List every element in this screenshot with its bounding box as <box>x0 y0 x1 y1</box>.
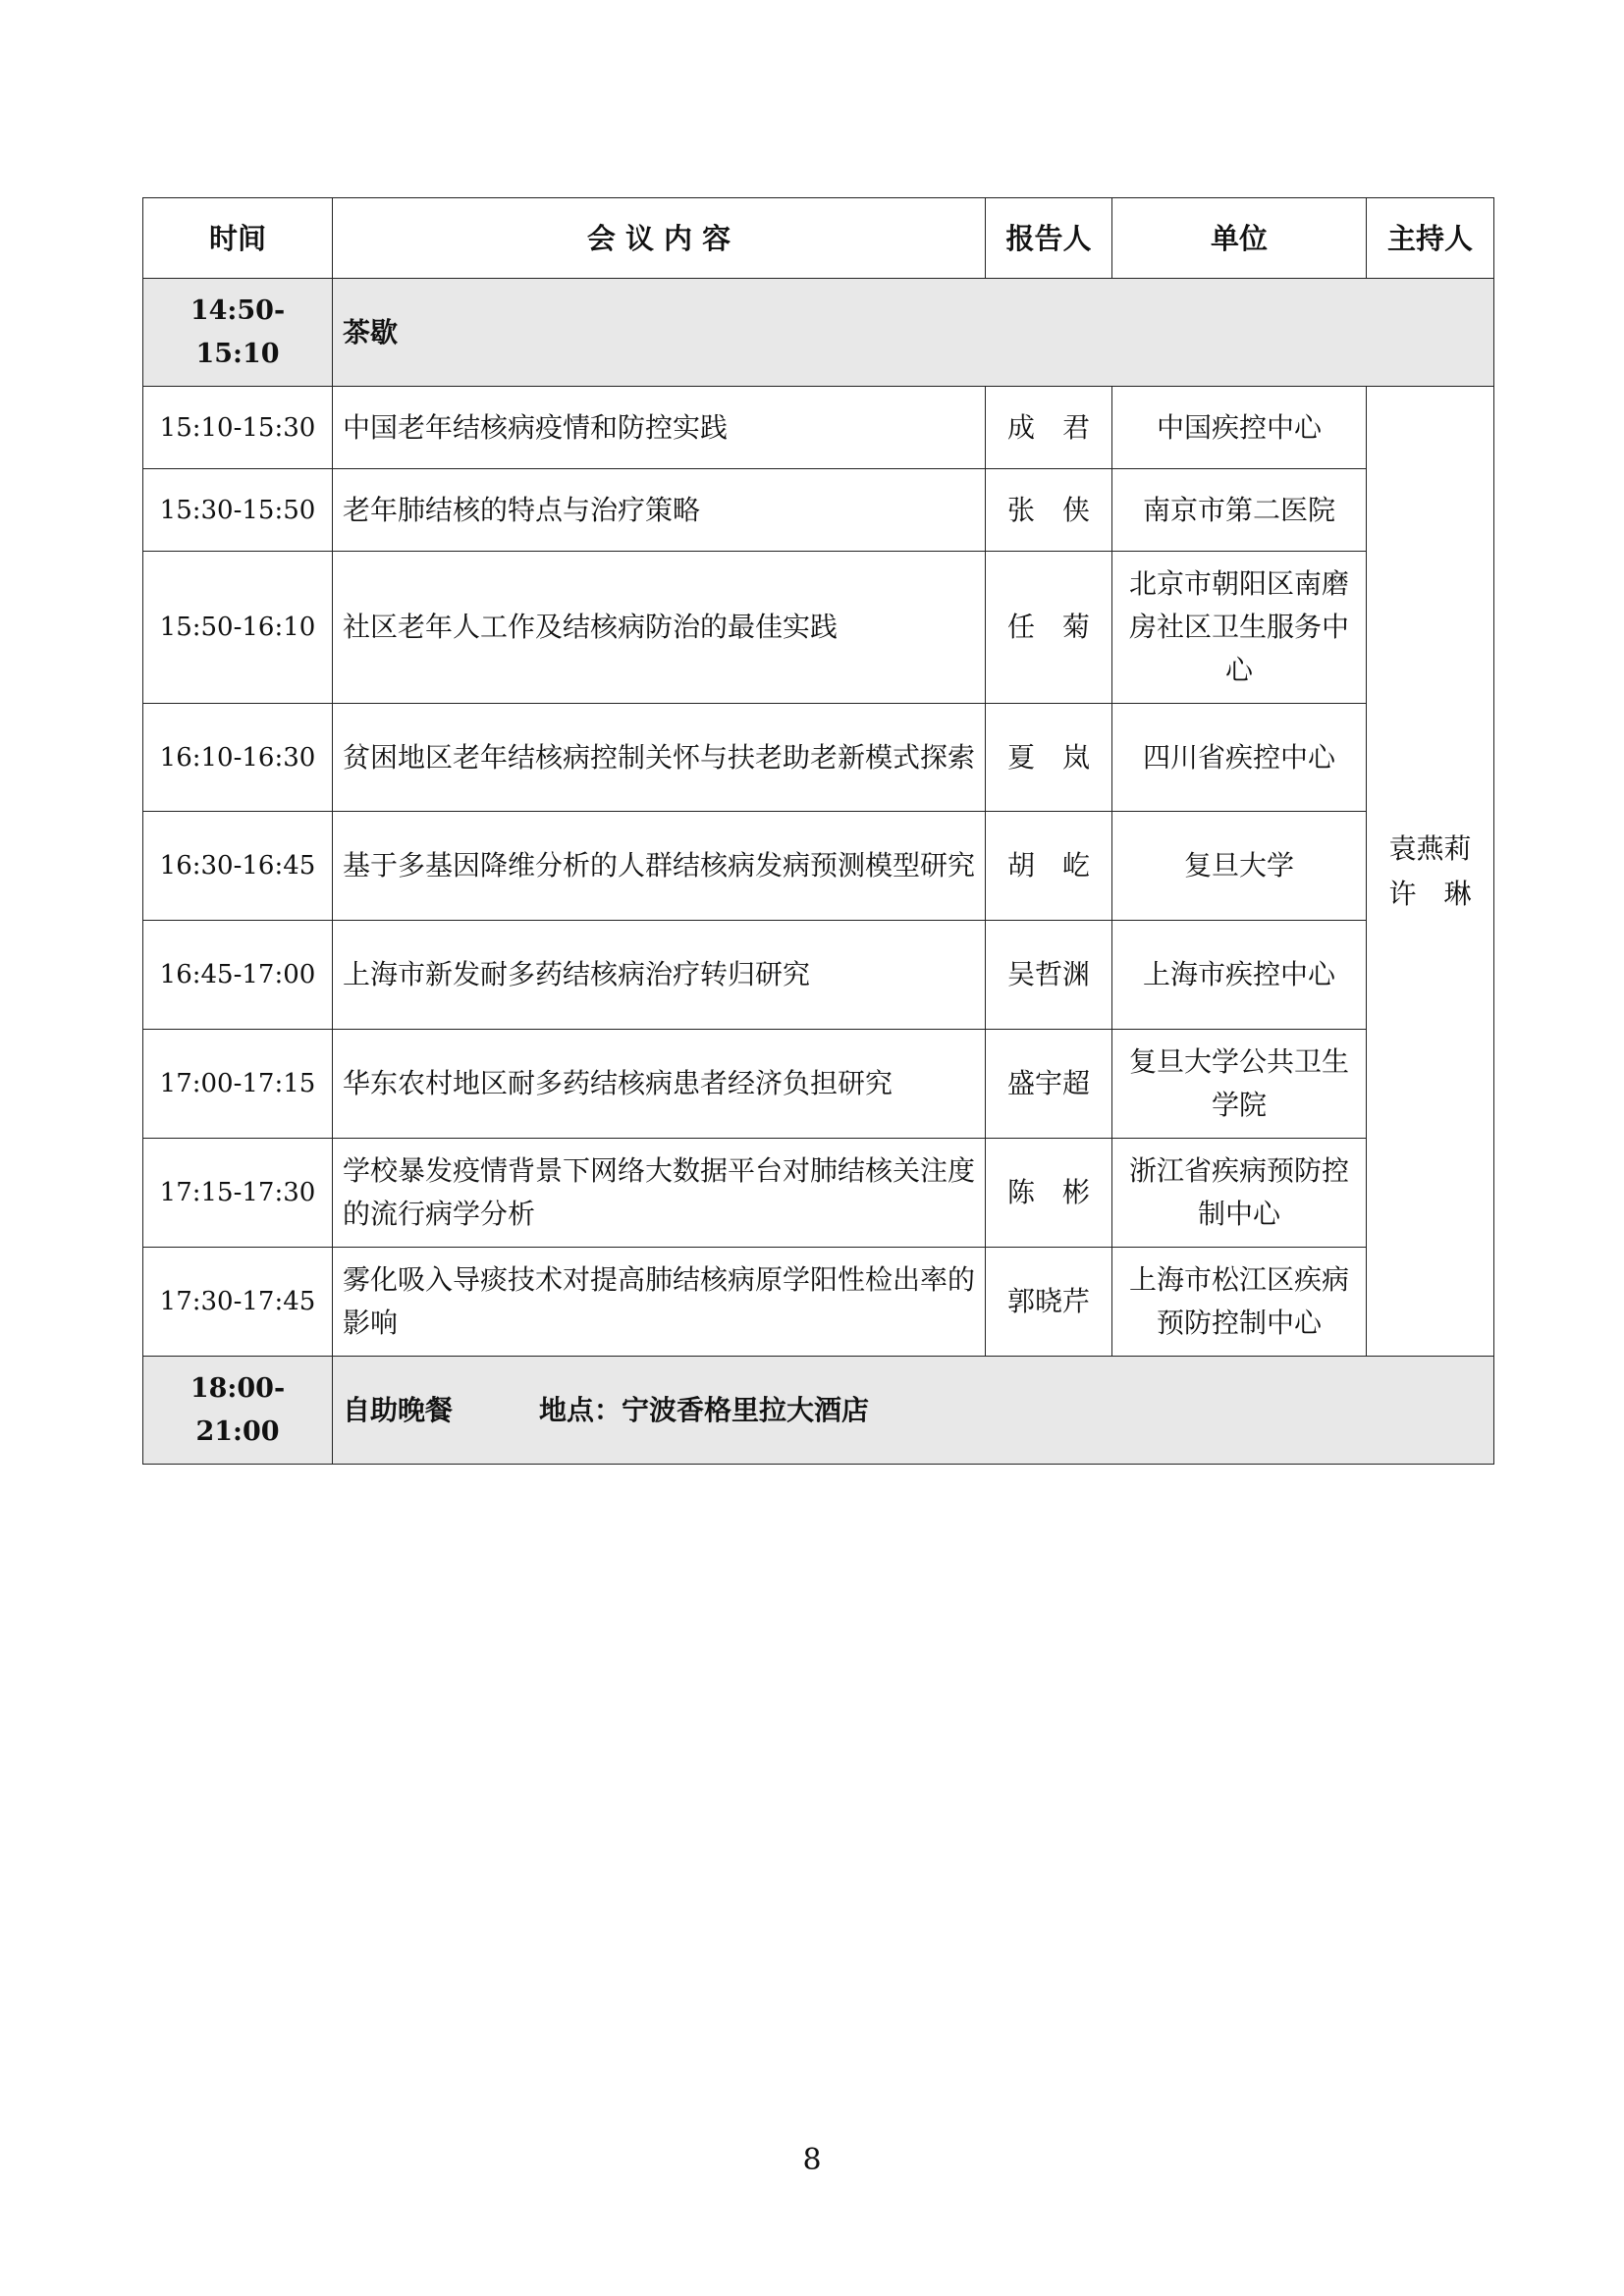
session-speaker: 任 菊 <box>986 552 1112 704</box>
session-unit: 北京市朝阳区南磨房社区卫生服务中心 <box>1112 552 1367 704</box>
session-time: 16:30-16:45 <box>143 812 333 921</box>
table-row <box>143 1139 1494 1248</box>
host-name: 袁燕莉 <box>1388 831 1472 865</box>
session-time: 17:30-17:45 <box>143 1248 333 1357</box>
tea-break-label: 茶歇 <box>333 279 1494 387</box>
session-content: 中国老年结核病疫情和防控实践 <box>333 387 986 469</box>
table-row <box>143 387 1494 469</box>
dinner-cell <box>333 1357 1494 1465</box>
dinner-row <box>143 1357 1494 1465</box>
table-row <box>143 921 1494 1030</box>
session-time: 15:10-15:30 <box>143 387 333 469</box>
session-time: 17:00-17:15 <box>143 1030 333 1139</box>
session-speaker: 吴哲渊 <box>986 921 1112 1030</box>
table-row <box>143 552 1494 704</box>
session-speaker: 陈 彬 <box>986 1139 1112 1248</box>
session-content: 学校暴发疫情背景下网络大数据平台对肺结核关注度的流行病学分析 <box>333 1139 986 1248</box>
session-time: 15:50-16:10 <box>143 552 333 704</box>
header-content: 会 议 内 容 <box>333 198 986 279</box>
session-unit: 南京市第二医院 <box>1112 469 1367 552</box>
header-speaker: 报告人 <box>986 198 1112 279</box>
session-unit: 复旦大学 <box>1112 812 1367 921</box>
session-speaker: 夏 岚 <box>986 704 1112 812</box>
session-content: 老年肺结核的特点与治疗策略 <box>333 469 986 552</box>
header-unit: 单位 <box>1112 198 1367 279</box>
session-unit: 四川省疾控中心 <box>1112 704 1367 812</box>
session-content: 雾化吸入导痰技术对提高肺结核病原学阳性检出率的影响 <box>333 1248 986 1357</box>
table-row <box>143 1030 1494 1139</box>
session-unit: 上海市疾控中心 <box>1112 921 1367 1030</box>
session-unit: 中国疾控中心 <box>1112 387 1367 469</box>
host-cell <box>1367 387 1494 1357</box>
page-number: 8 <box>802 2143 822 2177</box>
session-content: 贫困地区老年结核病控制关怀与扶老助老新模式探索 <box>333 704 986 812</box>
header-time: 时间 <box>143 198 333 279</box>
session-unit: 浙江省疾病预防控制中心 <box>1112 1139 1367 1248</box>
dinner-venue: 地点：宁波香格里拉大酒店 <box>539 1393 870 1426</box>
table-row <box>143 1248 1494 1357</box>
session-time: 17:15-17:30 <box>143 1139 333 1248</box>
session-content: 基于多基因降维分析的人群结核病发病预测模型研究 <box>333 812 986 921</box>
session-time: 16:45-17:00 <box>143 921 333 1030</box>
session-unit: 上海市松江区疾病预防控制中心 <box>1112 1248 1367 1357</box>
tea-break-time: 14:50-15:10 <box>143 279 333 387</box>
session-speaker: 郭晓芹 <box>986 1248 1112 1357</box>
dinner-label: 自助晚餐 <box>343 1393 454 1426</box>
table-header-row <box>143 198 1494 279</box>
header-host: 主持人 <box>1367 198 1494 279</box>
table-row <box>143 812 1494 921</box>
session-speaker: 盛宇超 <box>986 1030 1112 1139</box>
session-content: 社区老年人工作及结核病防治的最佳实践 <box>333 552 986 704</box>
tea-break-row <box>143 279 1494 387</box>
table-row <box>143 469 1494 552</box>
session-speaker: 张 侠 <box>986 469 1112 552</box>
session-time: 16:10-16:30 <box>143 704 333 812</box>
host-name: 许 琳 <box>1388 877 1472 910</box>
session-speaker: 成 君 <box>986 387 1112 469</box>
dinner-time: 18:00-21:00 <box>143 1357 333 1465</box>
session-time: 15:30-15:50 <box>143 469 333 552</box>
schedule-table <box>142 197 1494 1465</box>
session-content: 上海市新发耐多药结核病治疗转归研究 <box>333 921 986 1030</box>
session-speaker: 胡 屹 <box>986 812 1112 921</box>
table-row <box>143 704 1494 812</box>
session-unit: 复旦大学公共卫生学院 <box>1112 1030 1367 1139</box>
session-content: 华东农村地区耐多药结核病患者经济负担研究 <box>333 1030 986 1139</box>
